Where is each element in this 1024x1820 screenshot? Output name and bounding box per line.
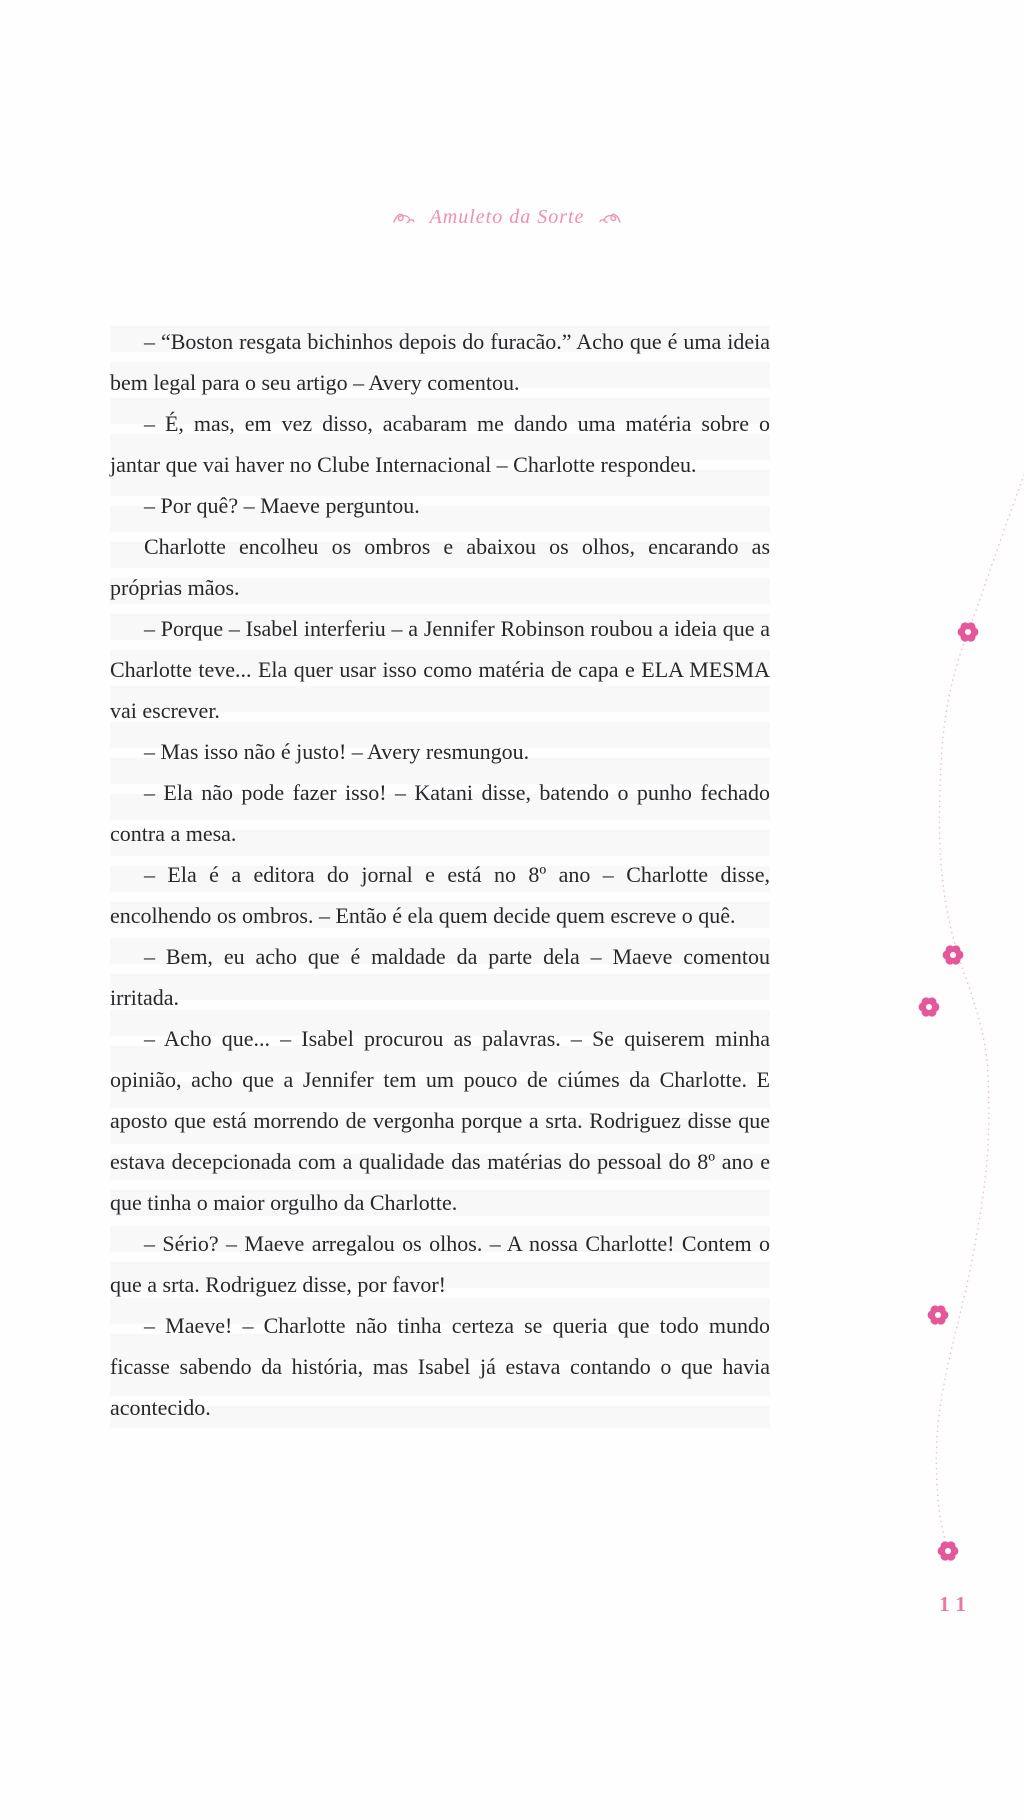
flower-icon bbox=[919, 997, 940, 1016]
paragraph: – Acho que... – Isabel procurou as palavras. – Se quiserem minha opinião, acho que a Jennifer tem um pouco de ciúmes da Charlotte. E aposto que está morrendo de vergonha porque a srta. Rodriguez disse que estava decepcionada com a qualidade das matérias do pessoal do 8º ano e que tinha o maior orgulho da Charlotte. bbox=[110, 1026, 770, 1215]
flower-icon bbox=[938, 1541, 959, 1560]
header-ornament-left-icon bbox=[392, 210, 416, 226]
paragraph: – Por quê? – Maeve perguntou. bbox=[144, 493, 420, 518]
paragraph: – Maeve! – Charlotte não tinha certeza se queria que todo mundo ficasse sabendo da história, mas Isabel já estava contando o que havia acontecido. bbox=[110, 1313, 770, 1420]
flower-icon bbox=[943, 945, 964, 964]
paragraph: – Ela é a editora do jornal e está no 8º ano – Charlotte disse, encolhendo os ombros. – Então é ela quem decide quem escreve o quê. bbox=[110, 862, 770, 928]
flower-icon bbox=[958, 622, 979, 641]
paragraph: Charlotte encolheu os ombros e abaixou os olhos, encarando as próprias mãos. bbox=[110, 534, 770, 600]
text-block bbox=[110, 321, 770, 1428]
dotted-vine-line bbox=[936, 470, 1024, 1548]
header-ornament-right-icon bbox=[598, 210, 622, 226]
paragraph: – Porque – Isabel interferiu – a Jennifer Robinson roubou a ideia que a Charlotte teve... Ela quer usar isso como matéria de capa e ELA MESMA vai escrever. bbox=[110, 616, 770, 723]
flower-icon bbox=[928, 1305, 949, 1324]
page-number: 11 bbox=[939, 1592, 973, 1616]
running-head bbox=[0, 206, 1014, 229]
running-head-title: Amuleto da Sorte bbox=[429, 206, 585, 228]
paragraph: – Bem, eu acho que é maldade da parte dela – Maeve comentou irritada. bbox=[110, 944, 770, 1010]
paragraph: – Mas isso não é justo! – Avery resmungou. bbox=[144, 739, 530, 764]
paragraph: – É, mas, em vez disso, acabaram me dando uma matéria sobre o jantar que vai haver no Clube Internacional – Charlotte respondeu. bbox=[110, 411, 770, 477]
paragraph: – “Boston resgata bichinhos depois do furacão.” Acho que é uma ideia bem legal para o seu artigo – Avery comentou. bbox=[110, 329, 770, 395]
paragraph: – Ela não pode fazer isso! – Katani disse, batendo o punho fechado contra a mesa. bbox=[110, 780, 770, 846]
paragraph: – Sério? – Maeve arregalou os olhos. – A nossa Charlotte! Contem o que a srta. Rodriguez disse, por favor! bbox=[110, 1231, 770, 1297]
